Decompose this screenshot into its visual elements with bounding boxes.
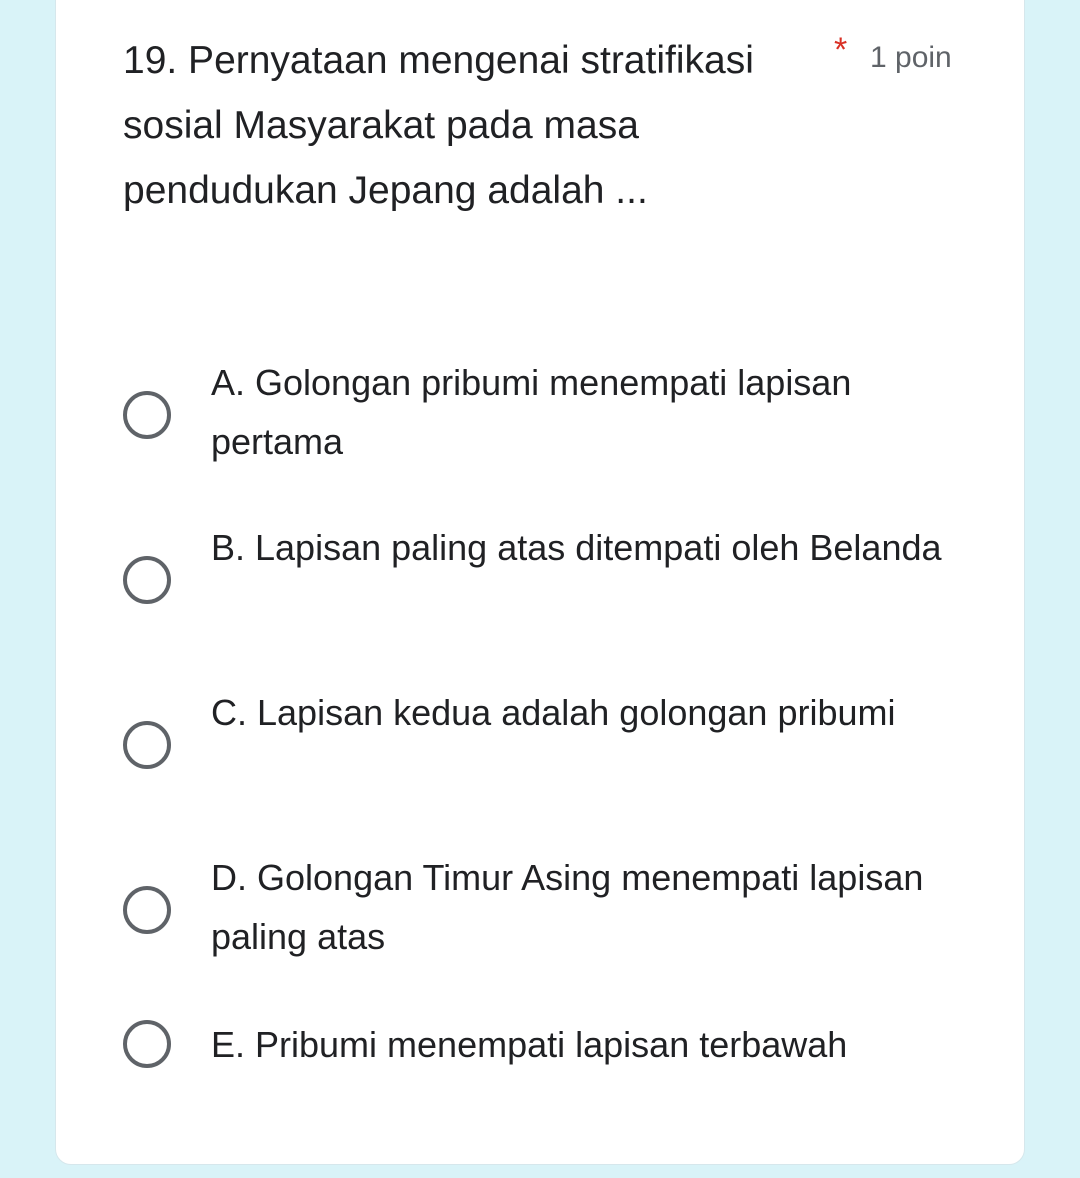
question-header [123,28,1053,288]
option-label[interactable]: C. Lapisan kedua adalah golongan pribumi [211,692,896,733]
radio-button-icon[interactable] [123,1020,171,1068]
required-asterisk: * [834,31,848,69]
option-label[interactable]: B. Lapisan paling atas ditempati oleh Belanda [211,527,942,568]
option-label[interactable]: D. Golongan Timur Asing menempati lapisan paling atas [211,857,924,957]
question-points: 1 poin [870,41,952,74]
option-label[interactable]: E. Pribumi menempati lapisan terbawah [211,1024,848,1065]
radio-button-icon[interactable] [123,886,171,934]
option-label[interactable]: A. Golongan pribumi menempati lapisan pertama [211,362,852,462]
radio-button-icon[interactable] [123,556,171,604]
radio-button-icon[interactable] [123,391,171,439]
radio-button-icon[interactable] [123,721,171,769]
question-title: 19. Pernyataan mengenai stratifikasi sosial Masyarakat pada masa pendudukan Jepang adalah ... [123,39,754,212]
